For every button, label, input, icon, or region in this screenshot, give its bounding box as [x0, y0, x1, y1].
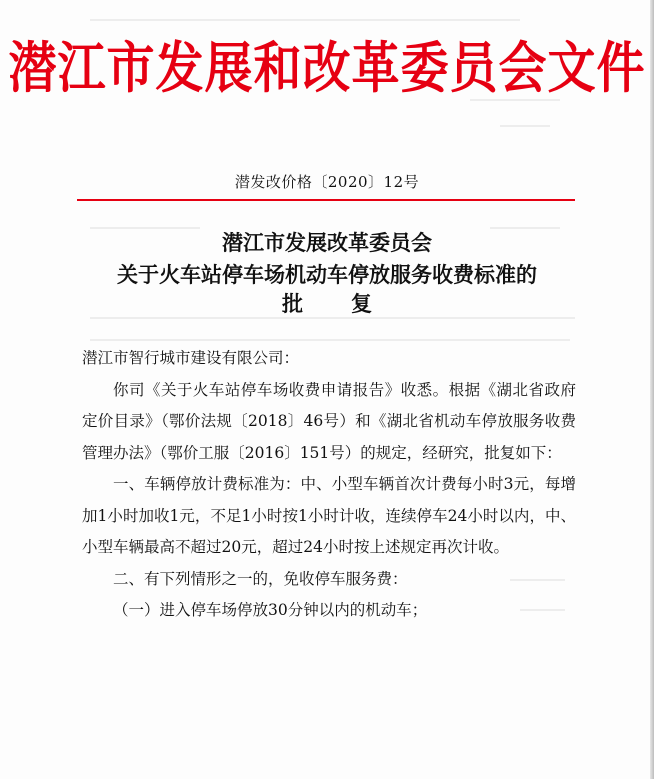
- title-line-2: 关于火车站停车场机动车停放服务收费标准的: [117, 262, 537, 287]
- paragraph-item-1: 一、车辆停放计费标准为：中、小型车辆首次计费每小时3元，每增加1小时加收1元，不足1小时按1小时计收，连续停车24小时以内，中、小型车辆最高不超过20元，超过24小时按上述规定再次计收。: [82, 475, 576, 556]
- paragraph-subitem-1: （一）进入停车场停放30分钟以内的机动车；: [113, 601, 428, 619]
- addressee: 潜江市智行城市建设有限公司：: [82, 349, 300, 367]
- paragraph-intro: 你司《关于火车站停车场收费申请报告》收悉。根据《湖北省政府定价目录》（鄂价法规〔2018〕46号）和《湖北省机动车停放服务收费管理办法》（鄂价工服〔2016〕151号）的规定，经研究，批复如下：: [82, 380, 576, 462]
- red-divider-line: [77, 199, 575, 201]
- document-body: [82, 343, 576, 627]
- page-edge-shadow: [650, 0, 654, 779]
- document-masthead: 潜江市发展和改革委员会文件: [8, 36, 646, 101]
- document-number: 潜发改价格〔2020〕12号: [234, 173, 420, 191]
- paragraph-item-2: 二、有下列情形之一的，免收停车服务费：: [113, 569, 408, 588]
- title-line-3: 批复: [282, 291, 420, 316]
- title-line-1: 潜江市发展改革委员会: [222, 230, 432, 255]
